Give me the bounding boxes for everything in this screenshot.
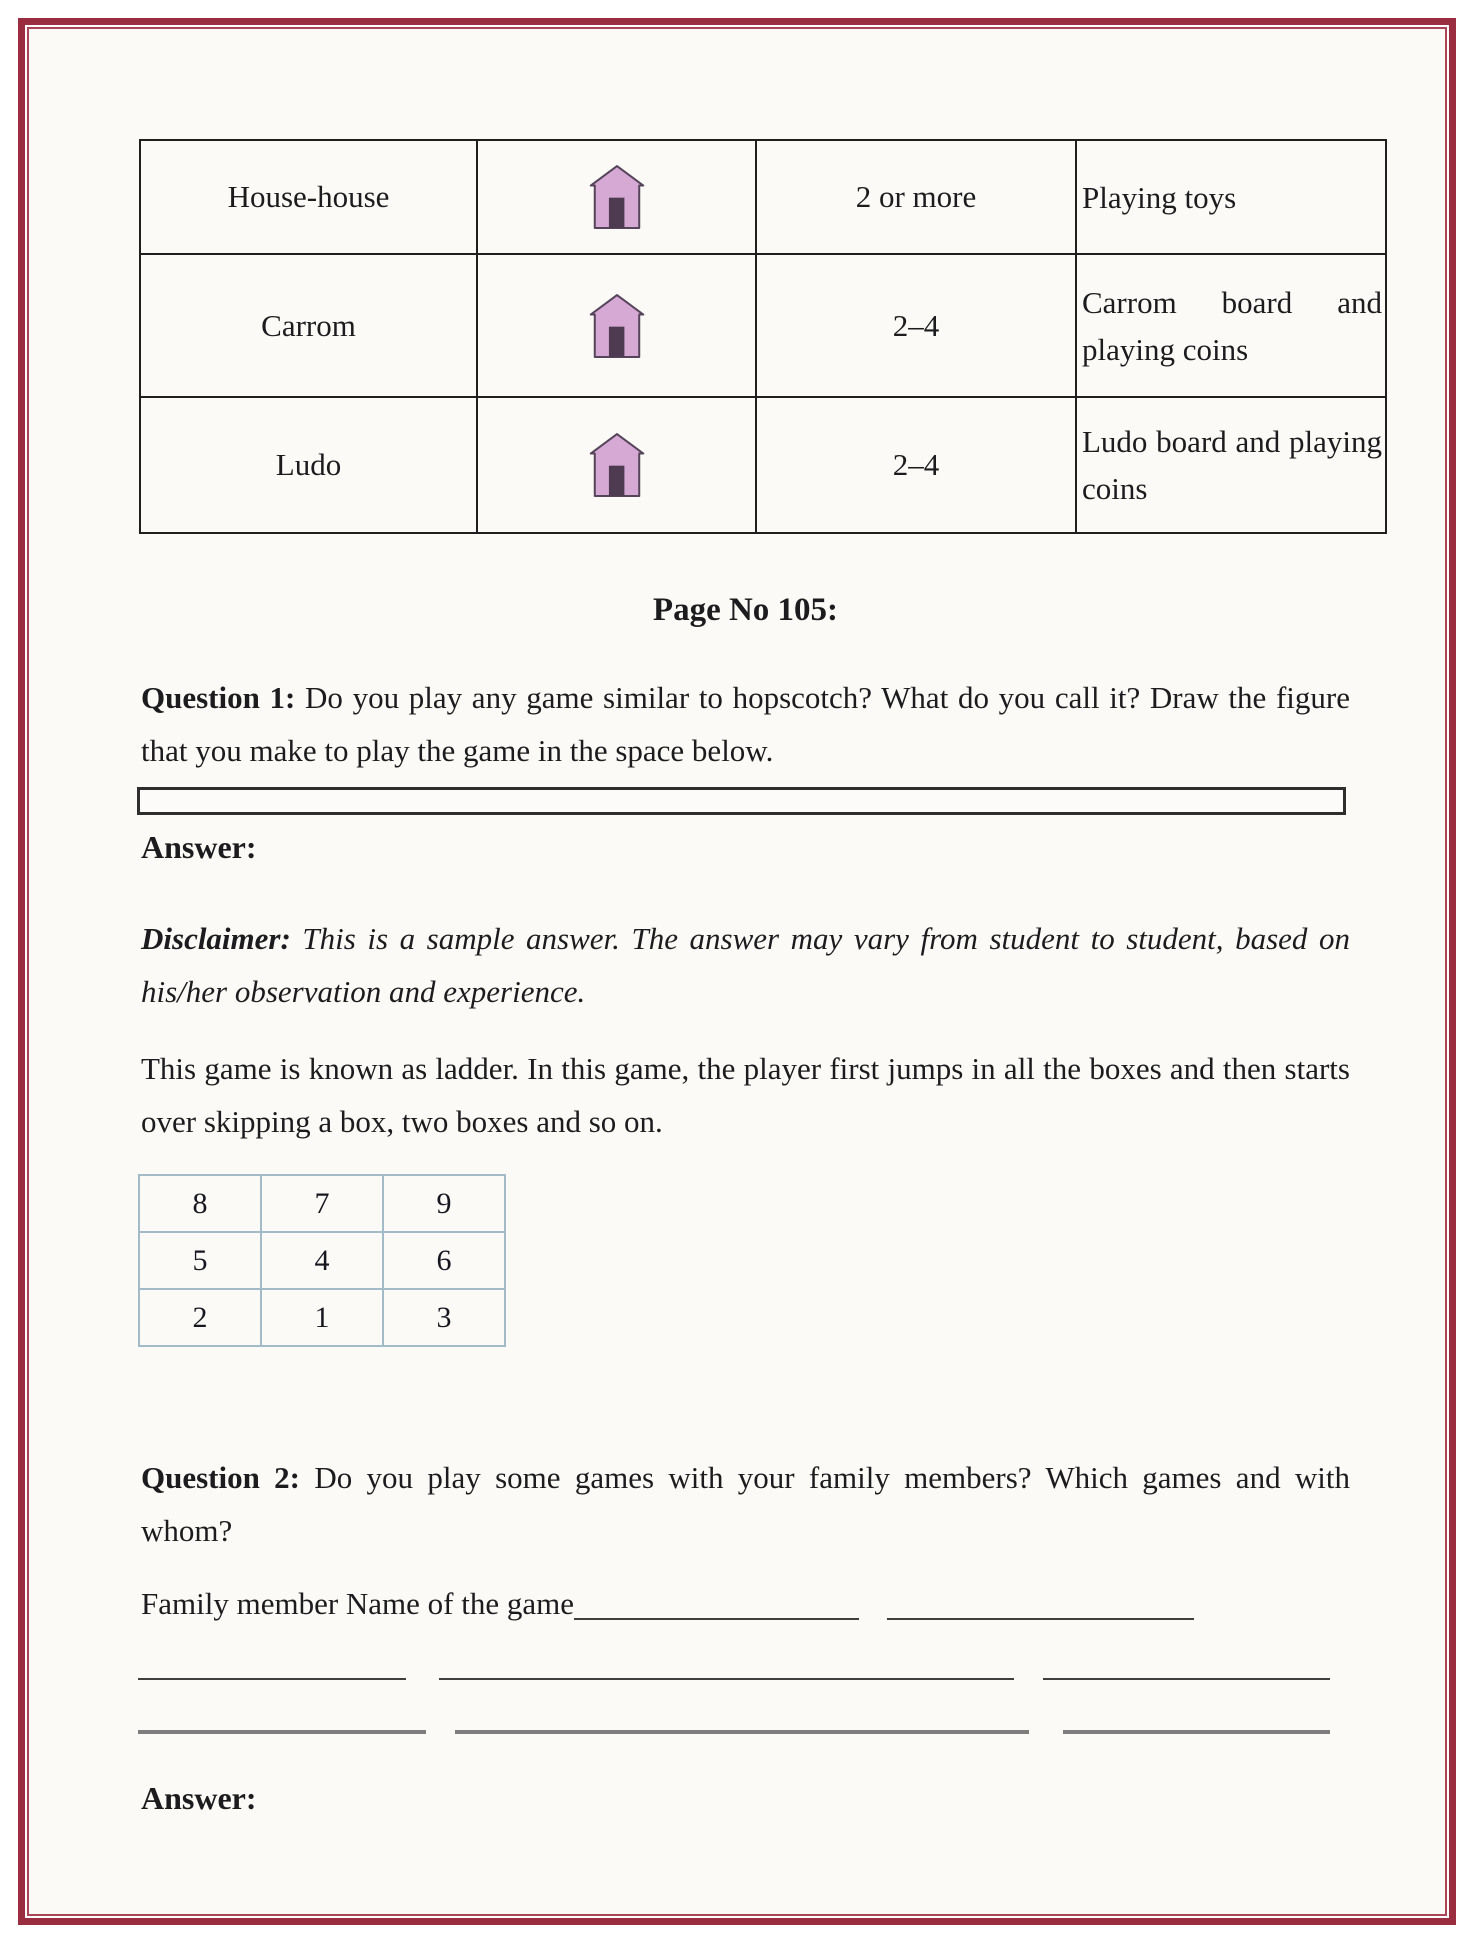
table-row <box>139 1289 505 1346</box>
family-member-line <box>141 1577 1441 1630</box>
ladder-cell: 9 <box>383 1175 505 1232</box>
page-border-inner <box>27 27 1447 1916</box>
blank-line-row <box>138 1728 1445 1734</box>
blank-line <box>455 1730 1029 1734</box>
game-icon-cell <box>477 397 756 533</box>
ladder-cell: 7 <box>261 1175 383 1232</box>
ladder-cell: 1 <box>261 1289 383 1346</box>
ladder-cell: 5 <box>139 1232 261 1289</box>
house-icon <box>583 293 651 359</box>
question-1-label: Question 1: <box>141 680 296 715</box>
question-1 <box>141 671 1350 777</box>
table-row <box>140 140 1386 254</box>
players-cell: 2 or more <box>756 140 1076 254</box>
blank-line <box>138 1730 426 1734</box>
game-name-cell: Ludo <box>140 397 477 533</box>
players-cell: 2–4 <box>756 397 1076 533</box>
ladder-table <box>138 1174 506 1347</box>
question-2 <box>141 1451 1350 1557</box>
table-row <box>139 1232 505 1289</box>
game-name-cell: Carrom <box>140 254 477 397</box>
blank-line <box>574 1618 859 1620</box>
house-icon <box>583 164 651 230</box>
question-1-text: Do you play any game similar to hopscotch? What do you call it? Draw the figure that you make to play the game in the space below. <box>141 680 1350 768</box>
page-border-outer <box>18 18 1456 1925</box>
table-row <box>139 1175 505 1232</box>
table-row <box>140 254 1386 397</box>
disclaimer <box>141 912 1350 1018</box>
question-2-text: Do you play some games with your family members? Which games and with whom? <box>141 1460 1351 1548</box>
table-row <box>140 397 1386 533</box>
blank-line <box>887 1618 1194 1620</box>
ladder-cell: 3 <box>383 1289 505 1346</box>
question-2-label: Question 2: <box>141 1460 301 1495</box>
answer-1-label: Answer: <box>141 829 257 865</box>
equipment-cell: Carrom board and playing coins <box>1076 254 1386 397</box>
blank-line-row <box>138 1674 1445 1680</box>
house-icon <box>583 432 651 498</box>
page-number-heading: Page No 105: <box>652 592 839 628</box>
ladder-cell: 8 <box>139 1175 261 1232</box>
blank-line <box>439 1678 1014 1680</box>
game-name-cell: House-house <box>140 140 477 254</box>
blank-line <box>1043 1678 1330 1680</box>
ladder-cell: 2 <box>139 1289 261 1346</box>
drawing-space-box <box>137 787 1346 815</box>
games-table <box>139 139 1387 534</box>
blank-line <box>1063 1730 1330 1734</box>
game-icon-cell <box>477 140 756 254</box>
ladder-cell: 4 <box>261 1232 383 1289</box>
equipment-cell: Ludo board and playing coins <box>1076 397 1386 533</box>
ladder-cell: 6 <box>383 1232 505 1289</box>
explanation-paragraph: This game is known as ladder. In this game, the player first jumps in all the boxes and then starts over skipping a box, two boxes and so on. <box>141 1051 1350 1139</box>
answer-2-label: Answer: <box>141 1780 257 1816</box>
players-cell: 2–4 <box>756 254 1076 397</box>
family-line-label: Family member Name of the game <box>141 1586 575 1621</box>
blank-line <box>138 1678 406 1680</box>
equipment-cell: Playing toys <box>1076 140 1386 254</box>
disclaimer-label: Disclaimer: <box>141 921 291 956</box>
game-icon-cell <box>477 254 756 397</box>
disclaimer-text: This is a sample answer. The answer may vary from student to student, based on his/her observation and experience. <box>141 921 1350 1009</box>
